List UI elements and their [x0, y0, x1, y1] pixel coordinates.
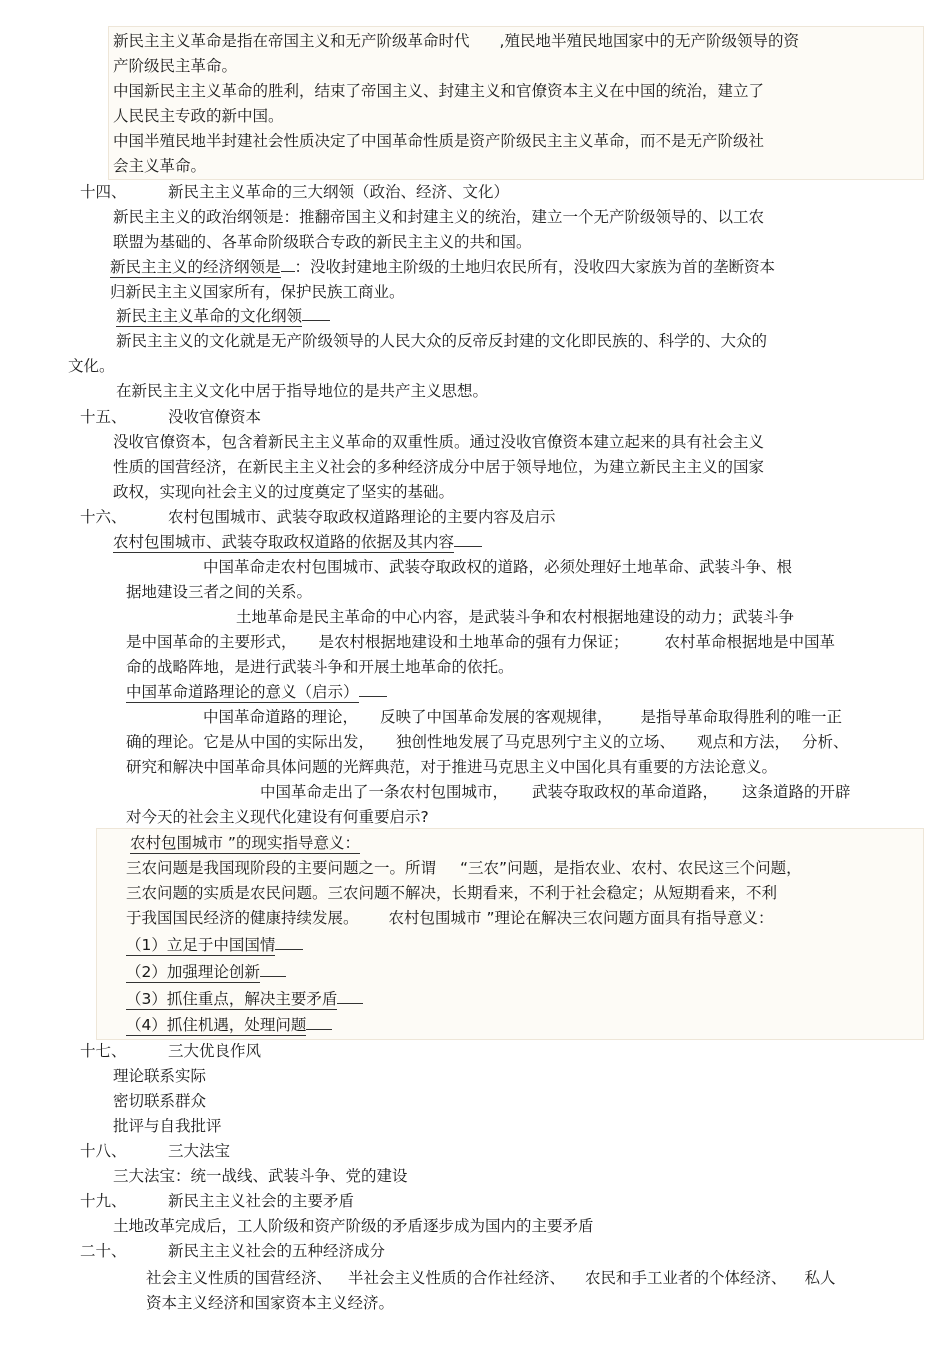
- text-segment: 中国革命走出了一条农村包围城市，: [260, 783, 509, 801]
- section-title: 新民主主义社会的五种经济成分: [168, 1242, 386, 1260]
- paragraph-line: [126, 857, 802, 879]
- paragraph-line: 理论联系实际: [113, 1067, 207, 1085]
- paragraph-line: 资本主义经济和国家资本主义经济。: [146, 1294, 395, 1312]
- paragraph-line: [126, 631, 835, 653]
- paragraph-line: 对今天的社会主义现代化建设有何重要启示?: [126, 808, 429, 826]
- text-segment: ：没收封建地主阶级的土地归农民所有，没收四大家族为首的垄断资本: [294, 258, 776, 276]
- paragraph-line: 据地建设三者之间的关系。: [126, 583, 313, 601]
- text-segment: 分析、: [802, 733, 849, 751]
- paragraph-line: 新民主主义的文化就是无产阶级领导的人民大众的反帝反封建的文化即民族的、科学的、大众的: [116, 332, 768, 350]
- underlined-term: 农村包围城市、武装夺取政权道路的依据及其内容: [113, 533, 455, 551]
- text-segment: 这条道路的开辟: [742, 783, 851, 801]
- paragraph-line: 政权，实现向社会主义的过度奠定了坚实的基础。: [113, 483, 455, 501]
- text-segment: 新民主主义革命是指在帝国主义和无产阶级革命时代: [113, 32, 470, 50]
- paragraph-line: 归新民主主义国家所有，保护民族工商业。: [110, 283, 405, 301]
- text-segment: 是指导革命取得胜利的唯一正: [640, 708, 843, 726]
- text-segment: 确的理论。它是从中国的实际出发，: [126, 733, 375, 751]
- text-segment: 反映了中国革命发展的客观规律，: [380, 708, 613, 726]
- section-title: 三大法宝: [168, 1142, 231, 1160]
- section-number: 十八、: [80, 1142, 127, 1160]
- text-segment: 三农问题是我国现阶段的主要问题之一。所谓: [126, 859, 437, 877]
- text-segment: 半社会主义性质的合作社经济、: [348, 1269, 566, 1287]
- section-heading-16: [80, 506, 556, 528]
- paragraph-line: 产阶级民主革命。: [113, 57, 238, 75]
- section-title: 农村包围城市、武装夺取政权道路理论的主要内容及启示: [168, 508, 556, 526]
- paragraph-line: [110, 256, 775, 278]
- paragraph-line: [146, 1267, 836, 1289]
- text-segment: 独创性地发展了马克思列宁主义的立场、: [396, 733, 676, 751]
- subheading-practical: [130, 832, 360, 854]
- list-item: [126, 988, 363, 1010]
- underlined-term: 新民主主义革命的文化纲领: [116, 307, 303, 325]
- text-segment: 武装夺取政权的革命道路，: [532, 783, 719, 801]
- paragraph-line: [203, 706, 842, 728]
- subheading-significance: [126, 681, 387, 703]
- text-segment: 于我国国民经济的健康持续发展。: [126, 909, 359, 927]
- paragraph-line: 文化。: [68, 357, 115, 375]
- section-heading-17: [80, 1040, 261, 1062]
- paragraph-line: 命的战略阵地，是进行武装斗争和开展土地革命的依托。: [126, 658, 514, 676]
- paragraph-line: [126, 907, 773, 929]
- underlined-term: 新民主主义的经济纲领是: [110, 258, 281, 276]
- text-segment: “三农”问题，是指农业、农村、农民这三个问题，: [460, 859, 802, 877]
- section-number: 十九、: [80, 1192, 127, 1210]
- section-title: 三大优良作风: [168, 1042, 262, 1060]
- section-number: 十六、: [80, 508, 127, 526]
- text-segment: 观点和方法，: [697, 733, 791, 751]
- paragraph-line: 三大法宝：统一战线、武装斗争、党的建设: [113, 1167, 408, 1185]
- paragraph-line: 在新民主主义文化中居于指导地位的是共产主义思想。: [116, 382, 489, 400]
- paragraph-line: 中国新民主主义革命的胜利，结束了帝国主义、封建主义和官僚资本主义在中国的统治，建立了: [113, 82, 765, 100]
- section-heading-15: [80, 406, 261, 428]
- underlined-term: （2）加强理论创新: [126, 963, 260, 981]
- section-heading-18: [80, 1140, 230, 1162]
- text-segment: 中国革命道路的理论，: [203, 708, 359, 726]
- section-heading-14: [80, 181, 509, 203]
- underlined-term: （4）抓住机遇，处理问题: [126, 1016, 307, 1034]
- paragraph-line: 密切联系群众: [113, 1092, 207, 1110]
- section-number: 十七、: [80, 1042, 127, 1060]
- text-segment: 农村包围城市 ”理论在解决三农问题方面具有指导意义：: [388, 909, 774, 927]
- paragraph-line: [113, 30, 799, 52]
- section-number: 十四、: [80, 183, 127, 201]
- paragraph-line: 没收官僚资本，包含着新民主主义革命的双重性质。通过没收官僚资本建立起来的具有社会主义: [113, 433, 765, 451]
- underlined-term: （3）抓住重点，解决主要矛盾: [126, 990, 338, 1008]
- text-segment: 是农村根据地建设和土地革命的强有力保证；: [318, 633, 629, 651]
- paragraph-line: 中国革命走农村包围城市、武装夺取政权的道路，必须处理好土地革命、武装斗争、根: [203, 558, 793, 576]
- paragraph-line: 研究和解决中国革命具体问题的光辉典范，对于推进马克思主义中国化具有重要的方法论意义。: [126, 758, 778, 776]
- paragraph-line: [260, 781, 851, 803]
- paragraph-line: [126, 731, 849, 753]
- section-heading-19: [80, 1190, 354, 1212]
- underlined-term: 农村包围城市 ”的现实指导意义：: [130, 834, 360, 852]
- text-segment: 农民和手工业者的个体经济、: [585, 1269, 787, 1287]
- paragraph-line: 批评与自我批评: [113, 1117, 222, 1135]
- paragraph-line: 性质的国营经济，在新民主主义社会的多种经济成分中居于领导地位，为建立新民主主义的国家: [113, 458, 765, 476]
- section-number: 十五、: [80, 408, 127, 426]
- text-segment: 农村革命根据地是中国革: [664, 633, 836, 651]
- paragraph-line: 新民主主义的政治纲领是：推翻帝国主义和封建主义的统治，建立一个无产阶级领导的、以工农: [113, 208, 765, 226]
- paragraph-line: 土地改革完成后，工人阶级和资产阶级的矛盾逐步成为国内的主要矛盾: [113, 1217, 594, 1235]
- section-number: 二十、: [80, 1242, 127, 1260]
- paragraph-line: 三农问题的实质是农民问题。三农问题不解决，长期看来，不利于社会稳定；从短期看来，不利: [126, 884, 778, 902]
- paragraph-line: 会主义革命。: [113, 157, 207, 175]
- subheading-basis: [113, 531, 482, 553]
- list-item: [126, 961, 286, 983]
- list-item: [126, 934, 303, 956]
- subheading-culture: [116, 305, 330, 327]
- text-segment: 社会主义性质的国营经济、: [146, 1269, 333, 1287]
- section-heading-20: [80, 1240, 385, 1262]
- paragraph-line: 土地革命是民主革命的中心内容，是武装斗争和农村根据地建设的动力；武装斗争: [236, 608, 795, 626]
- text-segment: ,殖民地半殖民地国家中的无产阶级领导的资: [499, 32, 799, 50]
- paragraph-line: 人民民主专政的新中国。: [113, 107, 284, 125]
- underlined-term: 中国革命道路理论的意义（启示）: [126, 683, 359, 701]
- paragraph-line: 联盟为基础的、各革命阶级联合专政的新民主主义的共和国。: [113, 233, 532, 251]
- section-title: 新民主主义社会的主要矛盾: [168, 1192, 355, 1210]
- underlined-term: （1）立足于中国国情: [126, 936, 276, 954]
- text-segment: 是中国革命的主要形式，: [126, 633, 297, 651]
- text-segment: 私人: [804, 1269, 836, 1287]
- paragraph-line: 中国半殖民地半封建社会性质决定了中国革命性质是资产阶级民主主义革命，而不是无产阶级社: [113, 132, 765, 150]
- section-title: 新民主主义革命的三大纲领（政治、经济、文化）: [168, 183, 510, 201]
- list-item: [126, 1014, 332, 1036]
- section-title: 没收官僚资本: [168, 408, 262, 426]
